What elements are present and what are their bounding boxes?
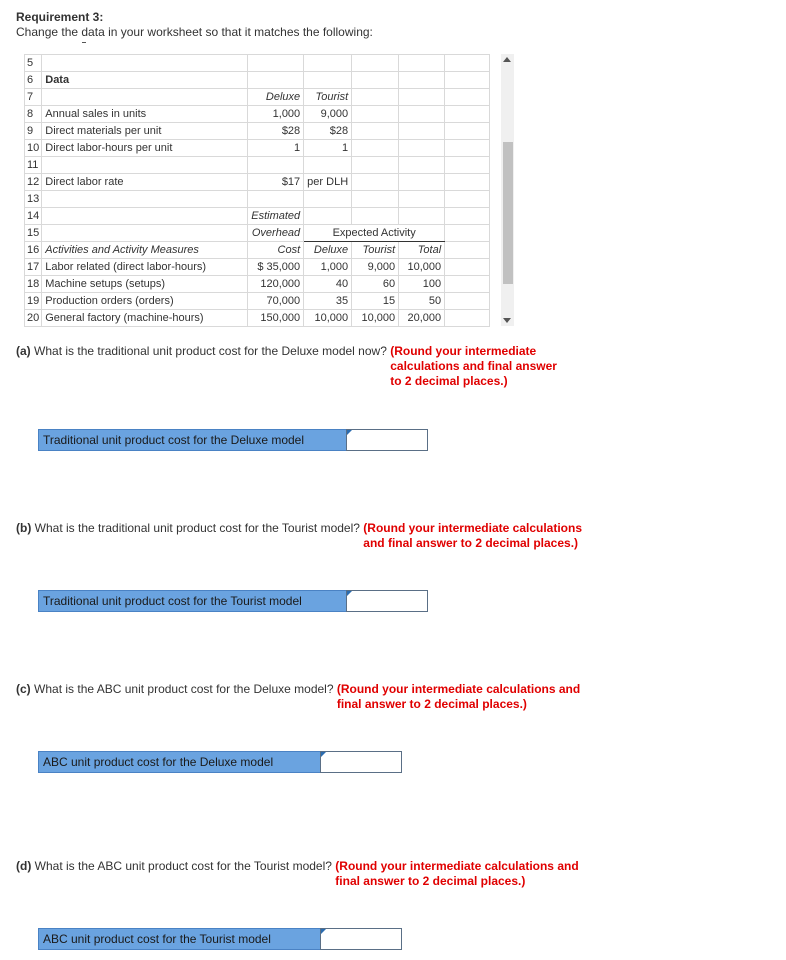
table-row	[25, 174, 490, 191]
cell[interactable]	[445, 140, 490, 157]
cell[interactable]: 50	[399, 293, 445, 310]
cell[interactable]	[445, 225, 490, 242]
cell[interactable]	[399, 72, 445, 89]
cell[interactable]	[304, 55, 352, 72]
cell[interactable]	[352, 72, 399, 89]
cell[interactable]: Direct labor rate	[42, 174, 248, 191]
cell[interactable]	[445, 55, 490, 72]
question-text: What is the traditional unit product cost for the Tourist model?	[34, 521, 360, 535]
question-hint: (Round your intermediate calculations and final answer to 2 decimal places.)	[335, 859, 579, 888]
cell[interactable]	[352, 89, 399, 106]
cell[interactable]: $17	[248, 174, 304, 191]
cell[interactable]: $28	[304, 123, 352, 140]
table-row	[25, 72, 490, 89]
cell[interactable]: Direct materials per unit	[42, 123, 248, 140]
table-row	[25, 259, 490, 276]
cell[interactable]: Annual sales in units	[42, 106, 248, 123]
answer-row-b	[38, 590, 428, 612]
worksheet-table	[24, 54, 490, 327]
cell[interactable]	[399, 106, 445, 123]
cell[interactable]	[445, 208, 490, 225]
cell[interactable]	[399, 123, 445, 140]
answer-label: Traditional unit product cost for the Deluxe model	[38, 429, 347, 451]
scroll-thumb[interactable]	[503, 142, 513, 284]
cell[interactable]	[445, 191, 490, 208]
cell[interactable]: Expected Activity	[304, 225, 445, 242]
cell[interactable]: 20,000	[399, 310, 445, 327]
cell[interactable]: Tourist	[352, 242, 399, 259]
cell[interactable]	[445, 310, 490, 327]
scroll-up-arrow-icon[interactable]	[503, 57, 511, 62]
cell[interactable]: 1	[248, 140, 304, 157]
cell[interactable]: Overhead	[248, 225, 304, 242]
question-label: (c)	[16, 682, 31, 696]
input-flag-icon	[347, 430, 352, 435]
row-number: 9	[25, 123, 42, 140]
row-number: 15	[25, 225, 42, 242]
question-hint: (Round your intermediate calculations and final answer to 2 decimal places.)	[336, 682, 581, 711]
answer-row-d	[38, 928, 402, 950]
cell[interactable]	[352, 106, 399, 123]
row-number: 14	[25, 208, 42, 225]
cell[interactable]: Deluxe	[304, 242, 352, 259]
cell[interactable]	[352, 123, 399, 140]
question-text: What is the ABC unit product cost for the Tourist model?	[34, 859, 332, 873]
question-b	[16, 521, 603, 551]
cell[interactable]	[42, 157, 248, 174]
cell[interactable]: 10,000	[399, 259, 445, 276]
cell[interactable]: 150,000	[248, 310, 304, 327]
input-flag-icon	[321, 752, 326, 757]
cell[interactable]: $ 35,000	[248, 259, 304, 276]
table-row	[25, 225, 490, 242]
cell[interactable]	[445, 106, 490, 123]
question-label: (a)	[16, 344, 31, 358]
cell[interactable]	[445, 259, 490, 276]
row-number: 8	[25, 106, 42, 123]
table-row	[25, 310, 490, 327]
cell[interactable]	[352, 140, 399, 157]
requirement-subtitle: Change the data in your worksheet so that it matches the following:	[16, 25, 373, 39]
table-row	[25, 106, 490, 123]
cell[interactable]: General factory (machine-hours)	[42, 310, 248, 327]
cell[interactable]: Total	[399, 242, 445, 259]
cell[interactable]	[42, 89, 248, 106]
cell[interactable]	[248, 191, 304, 208]
cell[interactable]	[304, 208, 352, 225]
cell[interactable]	[42, 55, 248, 72]
cell[interactable]: Deluxe	[248, 89, 304, 106]
row-number: 5	[25, 55, 42, 72]
cell[interactable]: 15	[352, 293, 399, 310]
cell[interactable]	[42, 225, 248, 242]
table-row	[25, 89, 490, 106]
cell[interactable]: Cost	[248, 242, 304, 259]
cell[interactable]	[445, 276, 490, 293]
cell[interactable]: 1,000	[248, 106, 304, 123]
table-row	[25, 140, 490, 157]
table-row	[25, 293, 490, 310]
cell[interactable]: Direct labor-hours per unit	[42, 140, 248, 157]
input-flag-icon	[321, 929, 326, 934]
cell[interactable]	[248, 157, 304, 174]
scroll-down-arrow-icon[interactable]	[503, 318, 511, 323]
question-hint: (Round your intermediate calculations and final answer to 2 decimal places.)	[390, 344, 557, 388]
cell[interactable]	[352, 174, 399, 191]
input-flag-icon	[347, 591, 352, 596]
answer-input[interactable]	[346, 590, 428, 612]
table-row	[25, 276, 490, 293]
cell[interactable]	[445, 72, 490, 89]
question-label: (d)	[16, 859, 32, 873]
cell[interactable]	[445, 123, 490, 140]
vertical-scrollbar[interactable]	[501, 54, 514, 326]
worksheet	[24, 54, 490, 327]
answer-row-c	[38, 751, 402, 773]
cell[interactable]	[304, 157, 352, 174]
cell[interactable]: 10,000	[304, 310, 352, 327]
cell[interactable]	[304, 191, 352, 208]
cell[interactable]	[248, 55, 304, 72]
table-row	[25, 242, 490, 259]
cell[interactable]: Data	[42, 72, 248, 89]
cell[interactable]: 9,000	[304, 106, 352, 123]
cell[interactable]	[399, 191, 445, 208]
cell[interactable]: 120,000	[248, 276, 304, 293]
row-number: 10	[25, 140, 42, 157]
cell[interactable]: Activities and Activity Measures	[42, 242, 248, 259]
row-number: 18	[25, 276, 42, 293]
cell[interactable]: Production orders (orders)	[42, 293, 248, 310]
row-number: 17	[25, 259, 42, 276]
question-label: (b)	[16, 521, 32, 535]
cell[interactable]	[399, 140, 445, 157]
cell[interactable]	[399, 55, 445, 72]
row-number: 20	[25, 310, 42, 327]
answer-row-a	[38, 429, 428, 451]
cell[interactable]: 1	[304, 140, 352, 157]
cell[interactable]	[445, 242, 490, 259]
table-row	[25, 208, 490, 225]
answer-input[interactable]	[320, 928, 402, 950]
cell[interactable]	[352, 157, 399, 174]
cell[interactable]	[42, 191, 248, 208]
question-text: What is the ABC unit product cost for the Deluxe model?	[34, 682, 334, 696]
answer-label: Traditional unit product cost for the Tourist model	[38, 590, 347, 612]
cell[interactable]	[399, 89, 445, 106]
cell[interactable]: per DLH	[304, 174, 352, 191]
cell[interactable]: 40	[304, 276, 352, 293]
question-a	[16, 344, 570, 389]
row-number: 7	[25, 89, 42, 106]
cell[interactable]	[399, 157, 445, 174]
row-number: 19	[25, 293, 42, 310]
cell[interactable]	[248, 72, 304, 89]
table-row	[25, 55, 490, 72]
row-number: 13	[25, 191, 42, 208]
cell[interactable]	[445, 157, 490, 174]
cell[interactable]	[304, 72, 352, 89]
cell[interactable]: 60	[352, 276, 399, 293]
question-c	[16, 682, 605, 712]
row-number: 12	[25, 174, 42, 191]
table-row	[25, 191, 490, 208]
divider	[82, 42, 86, 43]
requirement-title: Requirement 3:	[16, 10, 104, 24]
row-number: 6	[25, 72, 42, 89]
table-row	[25, 157, 490, 174]
cell[interactable]: 100	[399, 276, 445, 293]
cell[interactable]: 10,000	[352, 310, 399, 327]
cell[interactable]: Tourist	[304, 89, 352, 106]
cell[interactable]: 9,000	[352, 259, 399, 276]
cell[interactable]	[399, 208, 445, 225]
cell[interactable]	[352, 208, 399, 225]
row-number: 11	[25, 157, 42, 174]
cell[interactable]: 35	[304, 293, 352, 310]
cell[interactable]	[42, 208, 248, 225]
cell[interactable]: $28	[248, 123, 304, 140]
cell[interactable]	[445, 89, 490, 106]
cell[interactable]	[352, 191, 399, 208]
cell[interactable]: Estimated	[248, 208, 304, 225]
cell[interactable]	[445, 293, 490, 310]
answer-input[interactable]	[346, 429, 428, 451]
cell[interactable]: 1,000	[304, 259, 352, 276]
question-d	[16, 859, 603, 889]
answer-input[interactable]	[320, 751, 402, 773]
cell[interactable]: 70,000	[248, 293, 304, 310]
answer-label: ABC unit product cost for the Tourist model	[38, 928, 321, 950]
answer-label: ABC unit product cost for the Deluxe model	[38, 751, 321, 773]
question-text: What is the traditional unit product cost for the Deluxe model now?	[34, 344, 387, 358]
cell[interactable]: Labor related (direct labor-hours)	[42, 259, 248, 276]
cell[interactable]: Machine setups (setups)	[42, 276, 248, 293]
question-hint: (Round your intermediate calculations and final answer to 2 decimal places.)	[363, 521, 582, 550]
row-number: 16	[25, 242, 42, 259]
cell[interactable]	[445, 174, 490, 191]
table-row	[25, 123, 490, 140]
cell[interactable]	[352, 55, 399, 72]
cell[interactable]	[399, 174, 445, 191]
